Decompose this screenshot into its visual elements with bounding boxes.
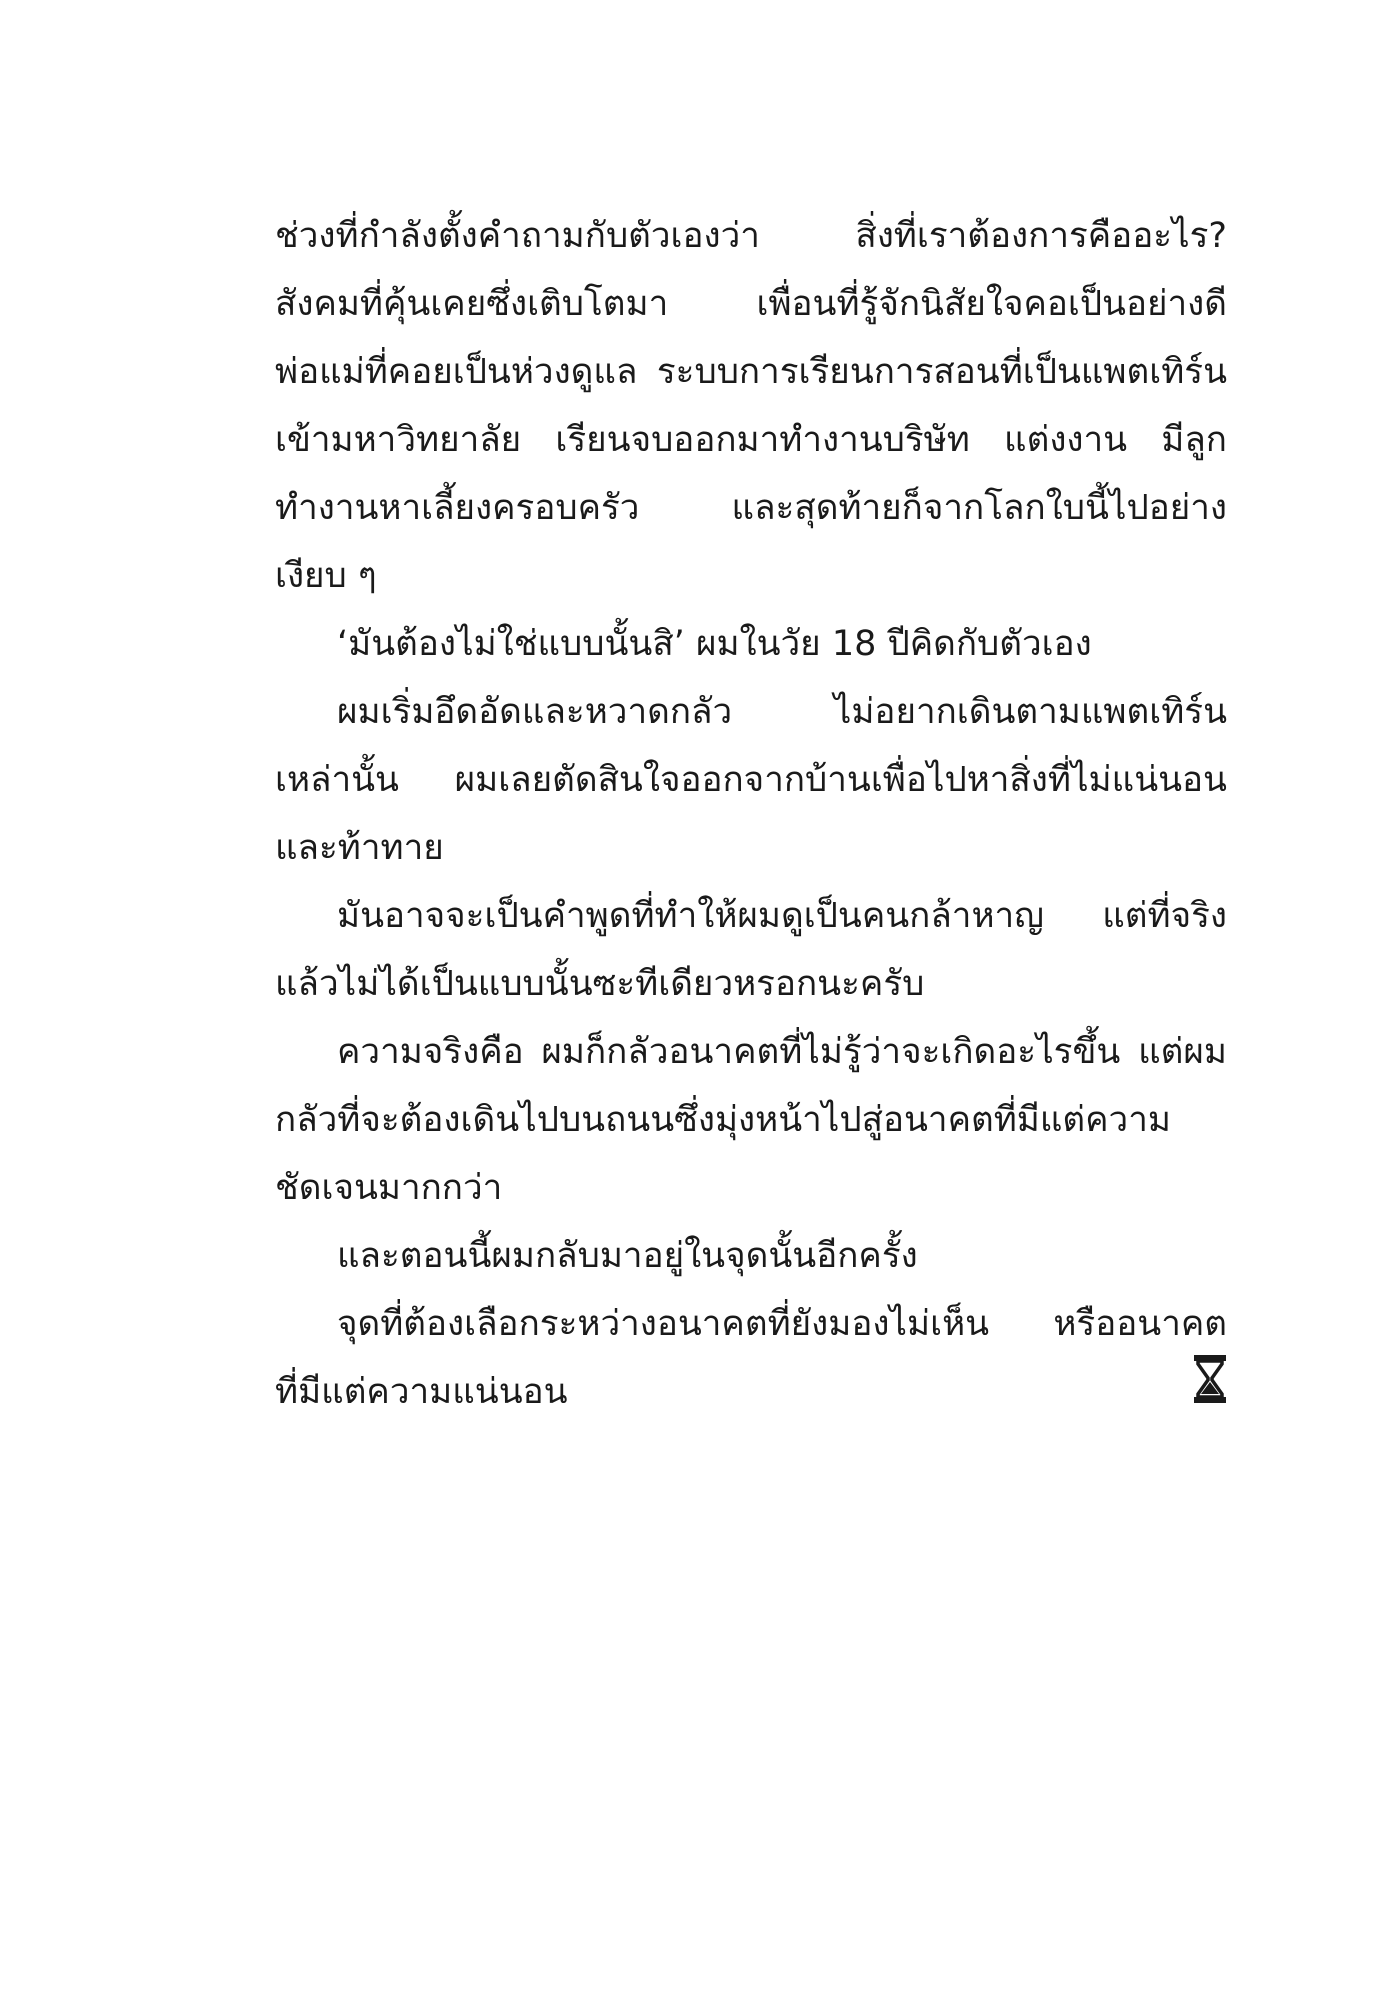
text-line: จุดที่ต้องเลือกระหว่างอนาคตที่ยังมองไม่เห็น หรืออนาคต <box>337 1304 1227 1344</box>
text-line: ชัดเจนมากกว่า <box>275 1168 503 1208</box>
text-line: และตอนนี้ผมกลับมาอยู่ในจุดนั้นอีกครั้ง <box>337 1236 918 1276</box>
text-line: กลัวที่จะต้องเดินไปบนถนนซึ่งมุ่งหน้าไปสู่อนาคตที่มีแต่ความ <box>275 1100 1171 1140</box>
text-line: ทำงานหาเลี้ยงครอบครัว และสุดท้ายก็จากโลกใบนี้ไปอย่าง <box>275 488 1227 528</box>
text-line: เข้ามหาวิทยาลัย เรียนจบออกมาทำงานบริษัท แต่งงาน มีลูก <box>275 420 1227 460</box>
text-line: เงียบ ๆ <box>275 556 377 596</box>
hourglass-icon <box>1193 1354 1227 1404</box>
text-line: สังคมที่คุ้นเคยซึ่งเติบโตมา เพื่อนที่รู้จักนิสัยใจคอเป็นอย่างดี <box>275 284 1227 324</box>
text-line: ที่มีแต่ความแน่นอน <box>275 1372 568 1412</box>
text-line: แล้วไม่ได้เป็นแบบนั้นซะทีเดียวหรอกนะครับ <box>275 964 925 1004</box>
body-text <box>275 202 1227 1426</box>
text-line: มันอาจจะเป็นคำพูดที่ทำให้ผมดูเป็นคนกล้าหาญ แต่ที่จริง <box>337 896 1227 936</box>
text-line: เหล่านั้น ผมเลยตัดสินใจออกจากบ้านเพื่อไปหาสิ่งที่ไม่แน่นอน <box>275 760 1227 800</box>
text-line: ช่วงที่กำลังตั้งคำถามกับตัวเองว่า สิ่งที่เราต้องการคืออะไร? <box>275 216 1227 256</box>
text-line: ผมเริ่มอึดอัดและหวาดกลัว ไม่อยากเดินตามแพตเทิร์น <box>337 692 1227 732</box>
text-line: ความจริงคือ ผมก็กลัวอนาคตที่ไม่รู้ว่าจะเกิดอะไรขึ้น แต่ผม <box>337 1032 1227 1072</box>
text-line: และท้าทาย <box>275 828 444 868</box>
text-line: ‘มันต้องไม่ใช่แบบนั้นสิ’ ผมในวัย 18 ปีคิดกับตัวเอง <box>337 624 1092 664</box>
text-line: พ่อแม่ที่คอยเป็นห่วงดูแล ระบบการเรียนการสอนที่เป็นแพตเทิร์น <box>275 352 1227 392</box>
